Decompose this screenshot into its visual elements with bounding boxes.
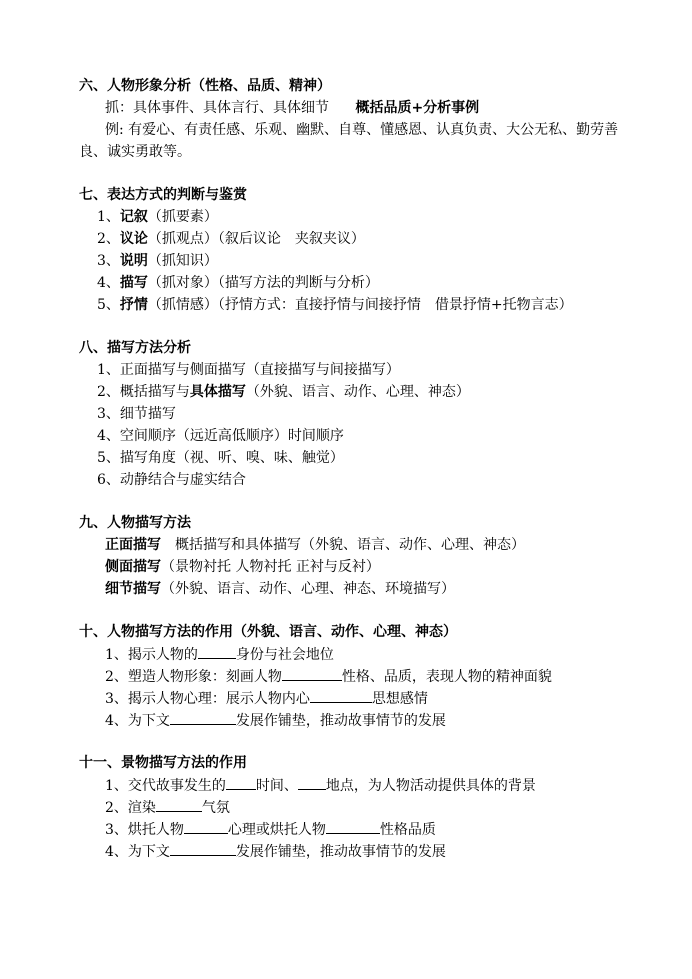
item-text: （抓知识） (147, 253, 218, 269)
fill-blank[interactable] (282, 666, 342, 681)
item-number: 3、 (97, 253, 120, 269)
item-text: 地点，为人物活动提供具体的背景 (325, 778, 536, 794)
row-text: 概括描写和具体描写（外貌、语言、动作、心理、神态） (161, 537, 525, 553)
section-9-row-2 (105, 557, 380, 577)
item-text: 性格品质 (379, 822, 436, 838)
item-text: 3、揭示人物心理：展示人物内心 (105, 691, 310, 707)
section-11-title: 十一、景物描写方法的作用 (79, 755, 247, 771)
item-text: 1、揭示人物的 (105, 647, 198, 663)
section-6-grab-text: 抓：具体事件、具体言行、具体细节 (105, 100, 329, 116)
fill-blank[interactable] (298, 775, 326, 790)
section-6-example-1: 例: 有爱心、有责任感、乐观、幽默、自尊、懂感恩、认真负责、大公无私、勤劳善 (105, 122, 619, 138)
section-11-item-1 (105, 775, 536, 796)
item-text: 气氛 (201, 800, 230, 816)
section-7-item (97, 207, 218, 227)
section-11-item-3 (105, 819, 436, 840)
item-term: 记叙 (119, 209, 148, 225)
item-text: 性格、品质，表现人物的精神面貌 (341, 669, 552, 685)
section-7-item (97, 229, 365, 249)
section-7-title: 七、表达方式的判断与鉴赏 (79, 187, 247, 203)
row-term: 细节描写 (105, 581, 161, 597)
item-text: （外貌、语言、动作、心理、神态） (245, 384, 470, 400)
fill-blank[interactable] (170, 710, 236, 725)
section-10-item-2 (105, 666, 552, 687)
section-8-item-1: 1、正面描写与侧面描写（直接描写与间接描写） (97, 362, 400, 378)
item-number: 5、 (97, 297, 120, 313)
fill-blank[interactable] (326, 819, 380, 834)
row-text: （外貌、语言、动作、心理、神态、环境描写） (161, 581, 455, 597)
section-10-title: 十、人物描写方法的作用（外貌、语言、动作、心理、神态） (79, 624, 457, 640)
section-10-item-3 (105, 688, 428, 709)
fill-blank[interactable] (170, 841, 236, 856)
item-text: 时间、 (255, 778, 298, 794)
section-8-item-6: 6、动静结合与虚实结合 (97, 472, 246, 488)
section-8-item-5: 5、描写角度（视、听、嗅、味、触觉） (97, 450, 344, 466)
section-9-title: 九、人物描写方法 (79, 515, 191, 531)
fill-blank[interactable] (184, 819, 228, 834)
item-text: 4、为下文 (105, 844, 170, 860)
section-6-grab-bold: 概括品质+分析事例 (355, 100, 480, 116)
item-text: 2、塑造人物形象：刻画人物 (105, 669, 282, 685)
section-6-example-2: 良、诚实勇敢等。 (79, 144, 191, 160)
item-text: 思想感情 (371, 691, 428, 707)
item-text: （抓对象）（描写方法的判断与分析） (147, 275, 379, 291)
section-11-item-2 (105, 797, 230, 818)
item-number: 4、 (97, 275, 120, 291)
item-text: 3、烘托人物 (105, 822, 184, 838)
section-8-title: 八、描写方法分析 (79, 340, 191, 356)
fill-blank[interactable] (310, 688, 372, 703)
section-8-item-3: 3、细节描写 (97, 406, 176, 422)
item-text: 1、交代故事发生的 (105, 778, 226, 794)
section-8-item-2 (97, 382, 470, 402)
fill-blank[interactable] (226, 775, 256, 790)
item-number: 2、 (97, 231, 120, 247)
fill-blank[interactable] (156, 797, 202, 812)
section-11-item-4 (105, 841, 446, 862)
item-text: 4、为下文 (105, 713, 170, 729)
item-term: 描写 (119, 275, 148, 291)
item-text: （抓情感）（抒情方式：直接抒情与间接抒情 借景抒情+托物言志） (147, 297, 573, 313)
item-text: 2、渲染 (105, 800, 156, 816)
section-7-item (97, 273, 379, 293)
section-10-item-1 (105, 644, 334, 665)
section-7-item (97, 295, 573, 315)
item-number: 1、 (97, 209, 120, 225)
item-text: 2、概括描写与 (97, 384, 190, 400)
section-10-item-4 (105, 710, 446, 731)
section-9-row-3 (105, 579, 455, 599)
item-text: （抓要素） (147, 209, 218, 225)
item-text: （抓观点）（叙后议论 夹叙夹议） (147, 231, 365, 247)
fill-blank[interactable] (198, 644, 236, 659)
section-6-title: 六、人物形象分析（性格、品质、精神） (79, 78, 331, 94)
item-text: 发展作铺垫，推动故事情节的发展 (235, 844, 446, 860)
item-text: 心理或烘托人物 (227, 822, 326, 838)
item-term: 说明 (119, 253, 148, 269)
row-term: 侧面描写 (105, 559, 161, 575)
row-text: （景物衬托 人物衬托 正衬与反衬） (161, 559, 380, 575)
row-term: 正面描写 (105, 537, 161, 553)
item-term: 具体描写 (189, 384, 246, 400)
item-text: 发展作铺垫，推动故事情节的发展 (235, 713, 446, 729)
section-6-grab (105, 98, 479, 118)
section-7-item (97, 251, 218, 271)
section-8-item-4: 4、空间顺序（远近高低顺序）时间顺序 (97, 428, 344, 444)
item-term: 议论 (119, 231, 148, 247)
item-term: 抒情 (119, 297, 148, 313)
item-text: 身份与社会地位 (235, 647, 334, 663)
section-9-row-1 (105, 535, 525, 555)
